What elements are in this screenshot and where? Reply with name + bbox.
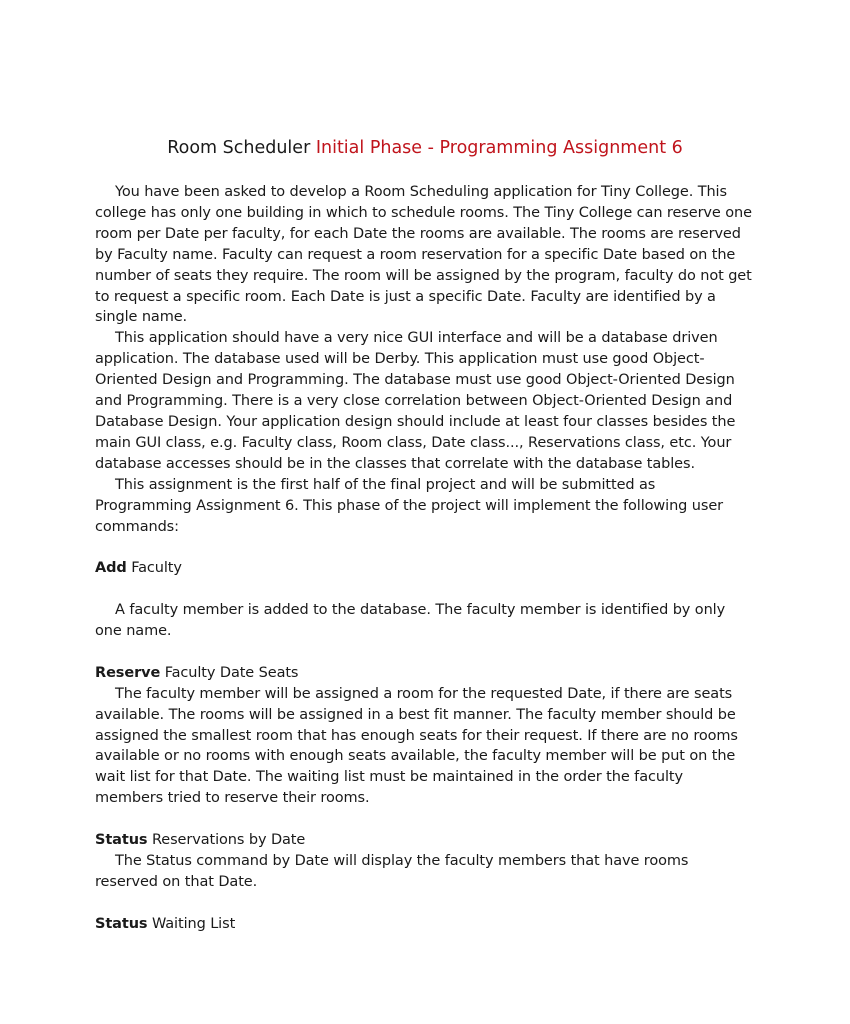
command-status-date-heading (95, 830, 755, 851)
command-status-waitlist-heading (95, 914, 755, 935)
command-keyword: Reserve (95, 664, 161, 681)
intro-paragraph-1: You have been asked to develop a Room Scheduling application for Tiny College. This college has only one building in which to schedule rooms. The Tiny College can reserve one room per Date per faculty, for each Date the rooms are available. The rooms are reserved by Faculty name. Faculty can request a room reservation for a specific Date based on the number of seats they require. The room will be assigned by the program, faculty do not get to request a specific room. Each Date is just a specific Date. Faculty are identified by a single name. (95, 184, 752, 326)
document-page (95, 134, 755, 935)
command-add-description: A faculty member is added to the database. The faculty member is identified by only one name. (95, 602, 726, 639)
document-title (95, 134, 755, 162)
command-args: Faculty (126, 560, 182, 577)
title-prefix: Room Scheduler (167, 138, 316, 158)
command-keyword: Add (95, 560, 127, 577)
command-reserve-description: The faculty member will be assigned a room for the requested Date, if there are seats available. The rooms will be assigned in a best fit manner. The faculty member should be assigned the smallest room that has enough seats for their request. If there are no rooms available or no rooms with enough seats available, the faculty member will be put on the wait list for that Date. The waiting list must be maintained in the order the faculty members tried to reserve their rooms. (95, 685, 738, 807)
intro-paragraph-2: This application should have a very nice GUI interface and will be a database driven application. The database used will be Derby. This application must use good Object-Oriented Design and Programming. The database must use good Object-Oriented Design and Programming. There is a very close correlation between Object-Oriented Design and Database Design. Your application design should include at least four classes besides the main GUI class, e.g. Faculty class, Room class, Date class..., Reservations class, etc. Your database accesses should be in the classes that correlate with the database tables. (95, 330, 736, 472)
command-args: Reservations by Date (147, 832, 306, 849)
intro-paragraph-3: This assignment is the first half of the final project and will be submitted as Programming Assignment 6. This phase of the project will implement the following user commands: (95, 476, 724, 535)
command-keyword: Status (95, 832, 148, 849)
command-status-date-description: The Status command by Date will display the faculty members that have rooms reserved on that Date. (95, 852, 689, 890)
command-keyword: Status (95, 915, 148, 932)
command-args: Waiting List (147, 915, 236, 932)
title-accent: Initial Phase - Programming Assignment 6 (315, 138, 683, 158)
command-add-heading (95, 558, 755, 579)
command-reserve-heading (95, 663, 755, 684)
command-args: Faculty Date Seats (160, 664, 299, 681)
